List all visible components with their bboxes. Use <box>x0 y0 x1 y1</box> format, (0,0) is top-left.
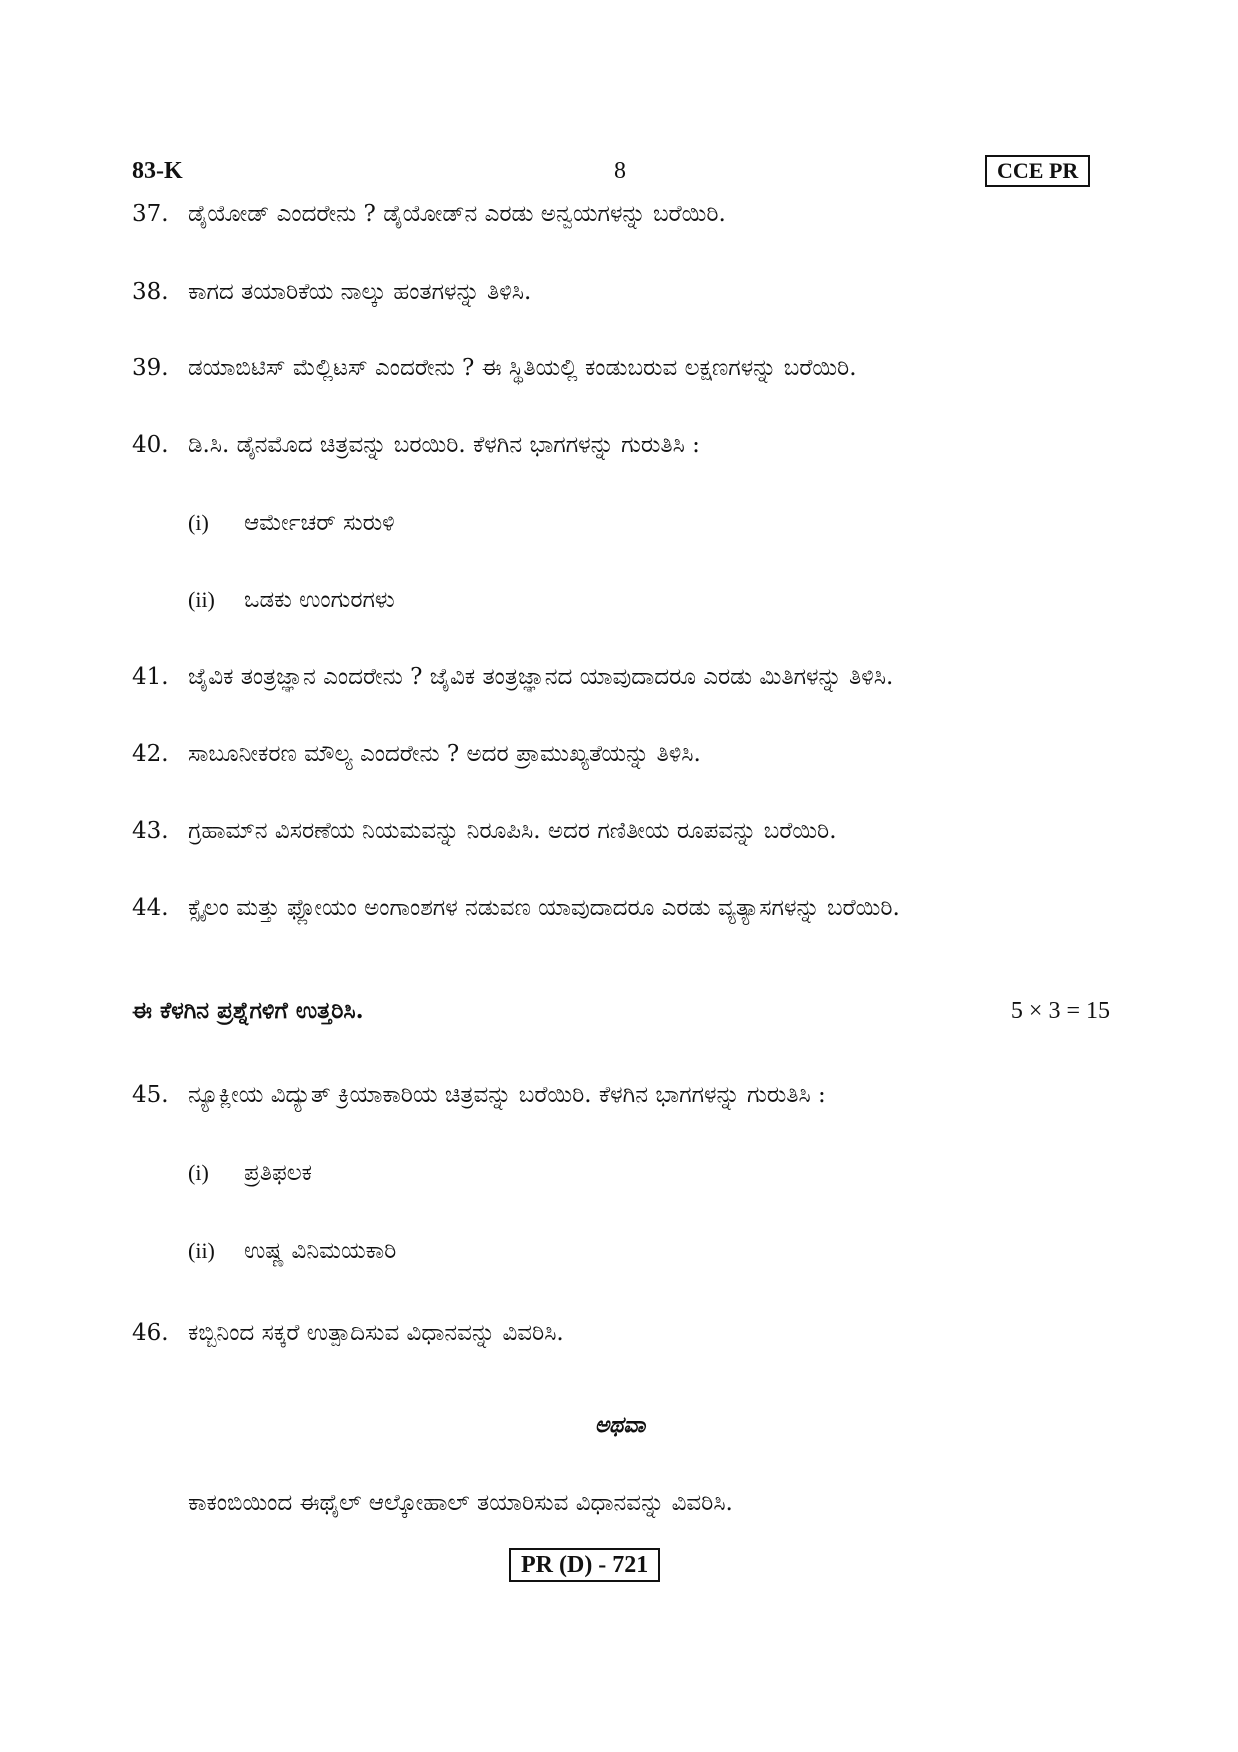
question-text: ನ್ಯೂಕ್ಲೀಯ ವಿದ್ಯುತ್ ಕ್ರಿಯಾಕಾರಿಯ ಚಿತ್ರವನ್ನು ಬರೆಯಿರಿ. ಕೆಳಗಿನ ಭಾಗಗಳನ್ನು ಗುರುತಿಸಿ : <box>188 1082 826 1108</box>
part-text: ಪ್ರತಿಫಲಕ <box>244 1160 312 1186</box>
question-text: ಕಬ್ಬಿನಿಂದ ಸಕ್ಕರೆ ಉತ್ಪಾದಿಸುವ ವಿಧಾನವನ್ನು ವಿವರಿಸಿ. <box>188 1320 564 1346</box>
question-41 <box>132 662 893 692</box>
question-43 <box>132 816 837 846</box>
question-46 <box>132 1318 564 1348</box>
question-text: ಕ್ಸೈಲಂ ಮತ್ತು ಫ್ಲೋಯಂ ಅಂಗಾಂಶಗಳ ನಡುವಣ ಯಾವುದಾದರೂ ಎರಡು ವ್ಯತ್ಯಾಸಗಳನ್ನು ಬರೆಯಿರಿ. <box>188 895 900 921</box>
question-40 <box>132 430 700 460</box>
part-label: (ii) <box>188 587 215 612</box>
page-number: 8 <box>614 158 626 184</box>
question-44 <box>132 893 900 923</box>
question-text: ಡಯಾಬಿಟಿಸ್ ಮೆಲ್ಲಿಟಸ್ ಎಂದರೇನು ? ಈ ಸ್ಥಿತಿಯಲ್ಲಿ ಕಂಡುಬರುವ ಲಕ್ಷಣಗಳನ್ನು ಬರೆಯಿರಿ. <box>188 355 857 381</box>
question-40-part-ii <box>188 585 395 615</box>
footer-code: PR (D) - 721 <box>509 1548 660 1582</box>
section-marks: 5 × 3 = 15 <box>1010 998 1110 1024</box>
question-number: 42. <box>132 741 169 767</box>
question-46-alternative: ಕಾಕಂಬಿಯಿಂದ ಈಥೈಲ್ ಆಲ್ಕೋಹಾಲ್ ತಯಾರಿಸುವ ವಿಧಾನವನ್ನು ವಿವರಿಸಿ. <box>188 1490 733 1516</box>
question-text: ಡಿ.ಸಿ. ಡೈನಮೊದ ಚಿತ್ರವನ್ನು ಬರಯಿರಿ. ಕೆಳಗಿನ ಭಾಗಗಳನ್ನು ಗುರುತಿಸಿ : <box>188 432 700 458</box>
question-text: ಸಾಬೂನೀಕರಣ ಮೌಲ್ಯ ಎಂದರೇನು ? ಅದರ ಪ್ರಾಮುಖ್ಯತೆಯನ್ನು ತಿಳಿಸಿ. <box>188 741 701 767</box>
question-text: ಜೈವಿಕ ತಂತ್ರಜ್ಞಾನ ಎಂದರೇನು ? ಜೈವಿಕ ತಂತ್ರಜ್ಞಾನದ ಯಾವುದಾದರೂ ಎರಡು ಮಿತಿಗಳನ್ನು ತಿಳಿಸಿ. <box>188 664 894 690</box>
question-45-part-i <box>188 1158 312 1188</box>
section-instruction: ಈ ಕೆಳಗಿನ ಪ್ರಶ್ನೆಗಳಿಗೆ ಉತ್ತರಿಸಿ. <box>132 997 364 1024</box>
or-separator: ಅಥವಾ <box>594 1412 646 1438</box>
question-number: 43. <box>132 818 169 844</box>
question-text: ಕಾಗದ ತಯಾರಿಕೆಯ ನಾಲ್ಕು ಹಂತಗಳನ್ನು ತಿಳಿಸಿ. <box>188 279 532 305</box>
part-label: (i) <box>188 1160 209 1185</box>
question-text: ಡೈಯೋಡ್ ಎಂದರೇನು ? ಡೈಯೋಡ್‌ನ ಎರಡು ಅನ್ವಯಗಳನ್ನು ಬರೆಯಿರಿ. <box>188 201 726 227</box>
part-text: ಆರ್ಮೇಚರ್ ಸುರುಳಿ <box>244 510 395 536</box>
part-text: ಒಡಕು ಉಂಗುರಗಳು <box>244 587 395 613</box>
question-number: 38. <box>132 279 169 305</box>
part-label: (i) <box>188 510 209 535</box>
question-number: 40. <box>132 432 169 458</box>
question-40-part-i <box>188 508 395 538</box>
question-37 <box>132 199 726 229</box>
question-38 <box>132 277 531 307</box>
question-number: 39. <box>132 355 169 381</box>
question-45 <box>132 1080 826 1110</box>
question-number: 45. <box>132 1082 169 1108</box>
part-label: (ii) <box>188 1238 215 1263</box>
question-45-part-ii <box>188 1236 396 1266</box>
part-text: ಉಷ್ಣ ವಿನಿಮಯಕಾರಿ <box>244 1238 397 1264</box>
question-39 <box>132 353 857 383</box>
question-number: 41. <box>132 664 169 690</box>
question-42 <box>132 739 701 769</box>
paper-code: 83-K <box>132 158 183 184</box>
question-number: 46. <box>132 1320 169 1346</box>
question-number: 37. <box>132 201 169 227</box>
exam-tag: CCE PR <box>985 155 1090 187</box>
question-text: ಗ್ರಹಾಮ್‌ನ ವಿಸರಣೆಯ ನಿಯಮವನ್ನು ನಿರೂಪಿಸಿ. ಅದರ ಗಣಿತೀಯ ರೂಪವನ್ನು ಬರೆಯಿರಿ. <box>188 818 837 844</box>
question-number: 44. <box>132 895 169 921</box>
